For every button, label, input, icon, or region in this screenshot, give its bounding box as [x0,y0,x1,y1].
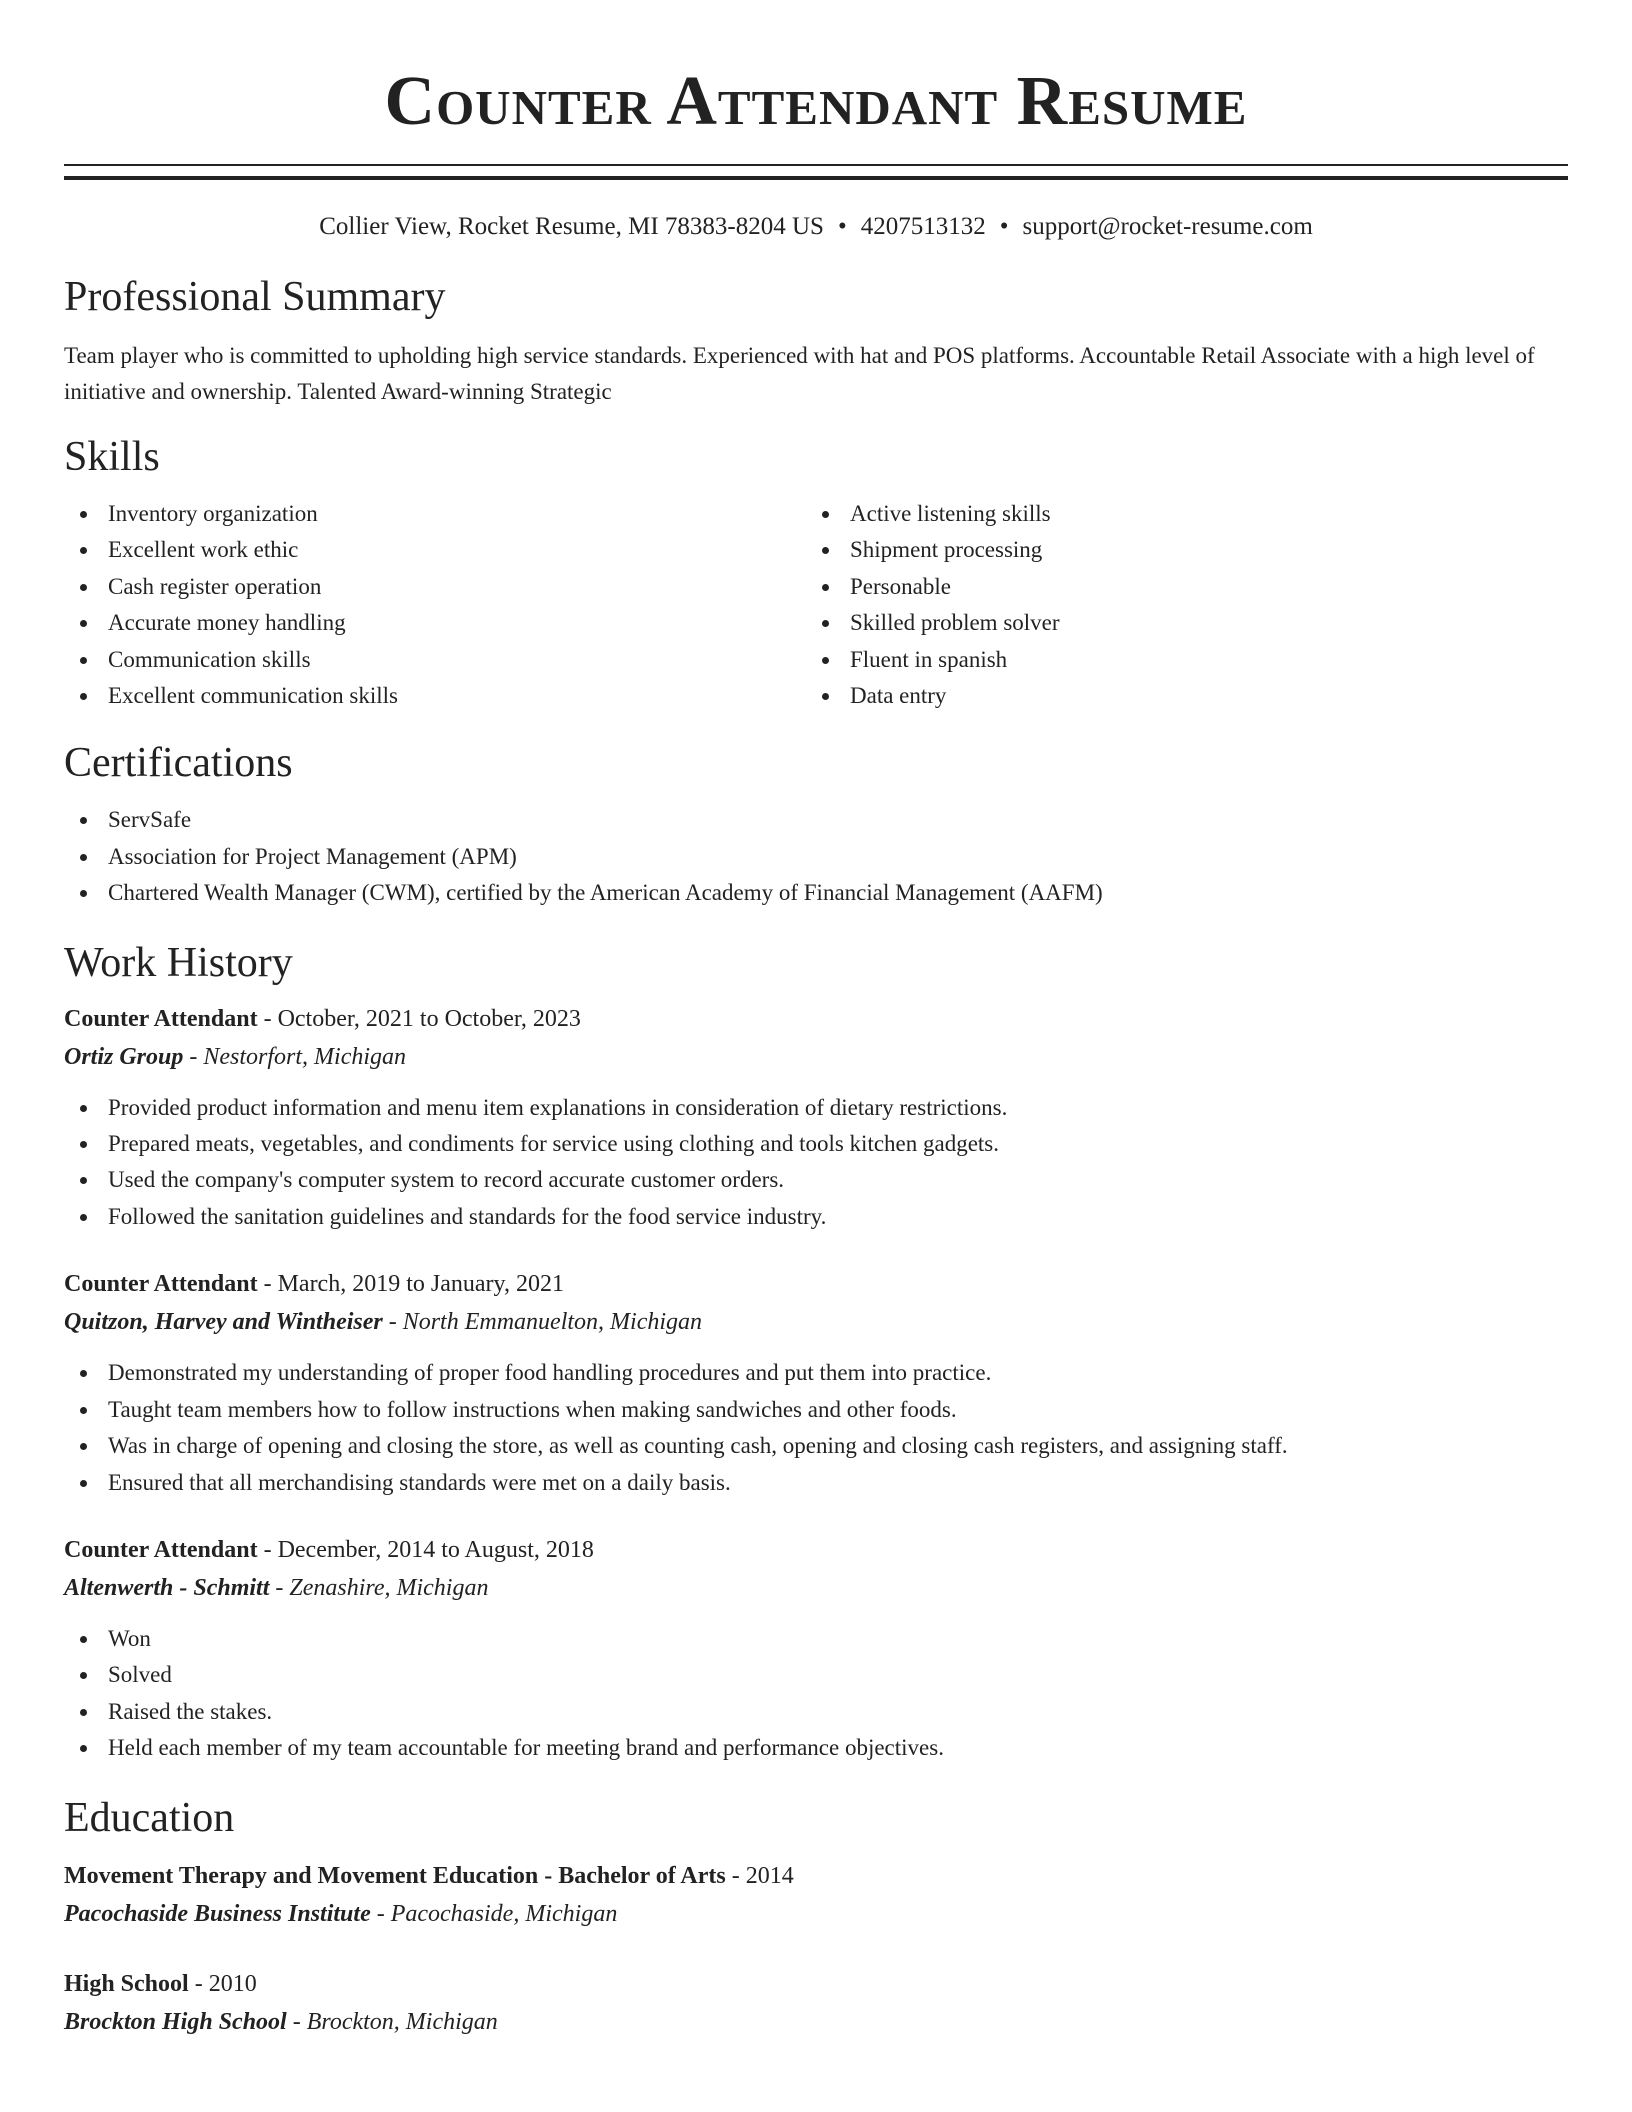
job-duty-item: Was in charge of opening and closing the store, as well as counting cash, opening and closing cash registers, and assigning staff. [64,1428,1568,1464]
job-duties-list [64,1621,1568,1767]
work-history-section [64,936,1568,1767]
job-duty-item: Prepared meats, vegetables, and condiments for service using clothing and tools kitchen gadgets. [64,1126,1568,1162]
certification-item: Chartered Wealth Manager (CWM), certified by the American Academy of Financial Management (AAFM) [64,875,1568,911]
education-year: - 2010 [188,1970,257,1997]
professional-summary-section [64,270,1568,410]
summary-text: Team player who is committed to upholding high service standards. Experienced with hat and POS platforms. Accountable Retail Associate with a high level of initiative and ownership. Talented Award-winning Strategic [64,343,1535,404]
skills-list-right [806,496,1548,714]
job-location: - Zenashire, Michigan [269,1574,489,1601]
skill-item: Excellent communication skills [64,678,806,714]
certifications-list [64,802,1568,911]
job-company: Quitzon, Harvey and Wintheiser [64,1309,383,1336]
education-header [64,1965,1568,2003]
contact-email: support@rocket-resume.com [1022,213,1313,240]
job-entry [64,1000,1568,1236]
job-entry [64,1531,1568,1767]
job-title: Counter Attendant [64,1536,258,1563]
job-duty-item: Won [64,1621,1568,1657]
education-year: - 2014 [725,1862,794,1889]
skills-list-left [64,496,806,714]
job-entry [64,1265,1568,1501]
section-heading-skills: Skills [64,434,160,480]
education-degree: High School [64,1970,189,1997]
job-dates: - December, 2014 to August, 2018 [257,1536,594,1563]
education-header [64,1857,1568,1895]
job-duty-item: Raised the stakes. [64,1694,1568,1730]
job-employer [64,1303,1568,1341]
job-header [64,1531,1568,1569]
education-school: Brockton High School [64,2008,287,2035]
job-duty-item: Demonstrated my understanding of proper food handling procedures and put them into practice. [64,1355,1568,1391]
job-duty-item: Provided product information and menu item explanations in consideration of dietary restrictions. [64,1090,1568,1126]
job-employer [64,1569,1568,1607]
job-duty-item: Used the company's computer system to record accurate customer orders. [64,1162,1568,1198]
education-section [64,1791,1568,2041]
job-dates: - March, 2019 to January, 2021 [257,1271,564,1298]
skill-item: Cash register operation [64,569,806,605]
job-duty-item: Followed the sanitation guidelines and standards for the food service industry. [64,1199,1568,1235]
education-location: - Brockton, Michigan [286,2008,498,2035]
section-heading-certifications: Certifications [64,740,293,787]
education-institution [64,2003,1568,2041]
skill-item: Communication skills [64,642,806,678]
title-divider [64,164,1568,180]
skill-item: Inventory organization [64,496,806,532]
section-heading-work-history: Work History [64,939,293,986]
job-duties-list [64,1090,1568,1236]
job-duty-item: Solved [64,1657,1568,1693]
contact-address: Collier View, Rocket Resume, MI 78383-8204 US [319,213,824,240]
job-title: Counter Attendant [64,1271,258,1298]
job-title: Counter Attendant [64,1005,258,1032]
job-location: - Nestorfort, Michigan [183,1043,407,1070]
job-location: - North Emmanuelton, Michigan [382,1309,703,1336]
separator-dot: • [837,213,847,240]
certification-item: ServSafe [64,802,1568,838]
education-entry [64,1965,1568,2041]
job-header [64,1265,1568,1303]
job-duty-item: Held each member of my team accountable for meeting brand and performance objectives. [64,1730,1568,1766]
skill-item: Shipment processing [806,532,1548,568]
education-institution [64,1895,1568,1933]
contact-phone: 4207513132 [860,213,986,240]
job-employer [64,1038,1568,1076]
certification-item: Association for Project Management (APM) [64,839,1568,875]
contact-line [64,210,1568,244]
education-degree: Movement Therapy and Movement Education - Bachelor of Arts [64,1862,726,1889]
skill-item: Skilled problem solver [806,605,1548,641]
education-school: Pacochaside Business Institute [64,1900,371,1927]
resume-title: Counter Attendant Resume [384,63,1248,140]
education-location: - Pacochaside, Michigan [370,1900,618,1927]
education-entry [64,1857,1568,1933]
job-dates: - October, 2021 to October, 2023 [257,1005,581,1032]
job-duty-item: Taught team members how to follow instructions when making sandwiches and other foods. [64,1392,1568,1428]
separator-dot: • [999,213,1009,240]
job-header [64,1000,1568,1038]
skill-item: Accurate money handling [64,605,806,641]
certifications-section [64,736,1568,911]
job-company: Ortiz Group [64,1043,184,1070]
job-duty-item: Ensured that all merchandising standards were met on a daily basis. [64,1465,1568,1501]
skills-grid [64,496,1568,714]
section-heading-summary: Professional Summary [64,274,446,320]
skills-section [64,430,1568,714]
skill-item: Fluent in spanish [806,642,1548,678]
skill-item: Personable [806,569,1548,605]
skill-item: Data entry [806,678,1548,714]
section-heading-education: Education [64,1794,235,1841]
job-company: Altenwerth - Schmitt [64,1574,270,1601]
job-duties-list [64,1355,1568,1501]
skill-item: Excellent work ethic [64,532,806,568]
skill-item: Active listening skills [806,496,1548,532]
